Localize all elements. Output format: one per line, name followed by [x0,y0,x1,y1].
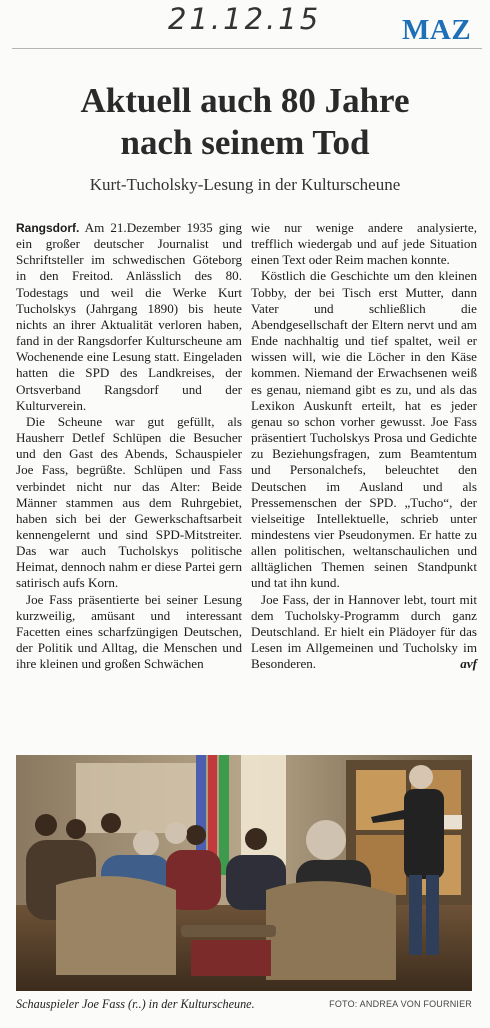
article-photo [16,755,472,991]
maz-logo: MAZ [402,14,472,46]
article-paragraph: Joe Fass präsentierte bei seiner Lesung kurzweilig, amüsant und interessant Facetten eines scharfzüngigen Deutschen, der Politik und Alltag, die Menschen und ihre kleinen und großen Schwächen [16,591,242,672]
article-paragraph: Die Scheune war gut gefüllt, als Hausherr Detlef Schlüpen die Besucher und den Gast des Abends, Schauspieler Joe Fass, begrüßte. Schlüpen und Fass verbindet nicht nur das Alter: Beide Männer stammen aus dem Ruhrgebiet, haben sich bei der Gewerkschaftsarbeit kennengelernt und sind SPD-Mitstreiter. Das war auch Tucholskys politische Heimat, dennoch nahm er diese Partei gern satirisch aufs Korn. [16,413,242,591]
paragraph-text: Am 21.Dezember 1935 ging ein großer deutscher Journalist und Schriftsteller im schwedischen Göteborg in den Freitod. Anlässlich des 80. Todestags und weil die Werke Kurt Tucholskys (Jahrgang 1890) bis heute nichts an ihrer Aktualität verloren haben, fand in der Rangsdorfer Kulturscheune am Wochenende eine Lesung statt. Eingeladen hatten die SPD des Landkreises, der Ortsverband Rangsdorf und der Kulturverein. [16,220,242,413]
headline [0,80,490,164]
article-paragraph [16,220,242,414]
photo-caption: Schauspieler Joe Fass (r..) in der Kulturscheune. [16,997,255,1011]
headline-line-2: nach seinem Tod [120,123,370,162]
article-column-1 [16,220,242,672]
subheadline: Kurt-Tucholsky-Lesung in der Kulturscheune [89,175,401,194]
photo-credit: FOTO: ANDREA VON FOURNIER [329,999,472,1009]
article-paragraph: wie nur wenige andere analysierte, trefflich wiedergab und auf jede Situation einen Text oder Reim machen konnte. [251,220,477,268]
handwritten-date: 21.12.15 [168,2,322,36]
article-paragraph [251,592,477,673]
headline-line-1: Aktuell auch 80 Jahre [80,81,410,120]
reading-scene-image [16,755,472,991]
paragraph-text: Joe Fass, der in Hannover lebt, tourt mit dem Tucholsky-Programm durch ganz Deutschland. Er hielt ein Plädoyer für das Lesen im Allgemeinen und Tucholsky im Besonderen. [251,591,477,672]
dateline-place: Rangsdorf. [16,221,80,235]
author-initials: avf [460,656,477,672]
article-column-2 [251,220,477,672]
header-divider [12,48,482,49]
article-paragraph: Köstlich die Geschichte um den kleinen Tobby, der bei Tisch erst Mutter, dann Vater und schließlich die Abendgesellschaft der Eltern nervt und am Ende nachhaltig und tief spaltet, weil er wissen will, wie die Löcher in den Käse kommen. Niemand der Erwachsenen weiß es genau, niemand gibt es zu, und als das Lexikon Auskunft erteilt, hat es jeder genau so schon vorher gewusst. Joe Fass präsentiert Tucholskys Prosa und Gedichte zu Beziehungsfragen, zum Beamtentum und Personalchefs, beleuchtet den Deutschen im Ausland und als Pressemenschen der SPD. „Tucho“, der vielseitige Intellektuelle, schrieb unter mindestens vier Pseudonymen. Er hatte zu allen politischen, weltanschaulichen und alltäglichen Themen seinen Standpunkt und tat ihn kund. [251,268,477,591]
